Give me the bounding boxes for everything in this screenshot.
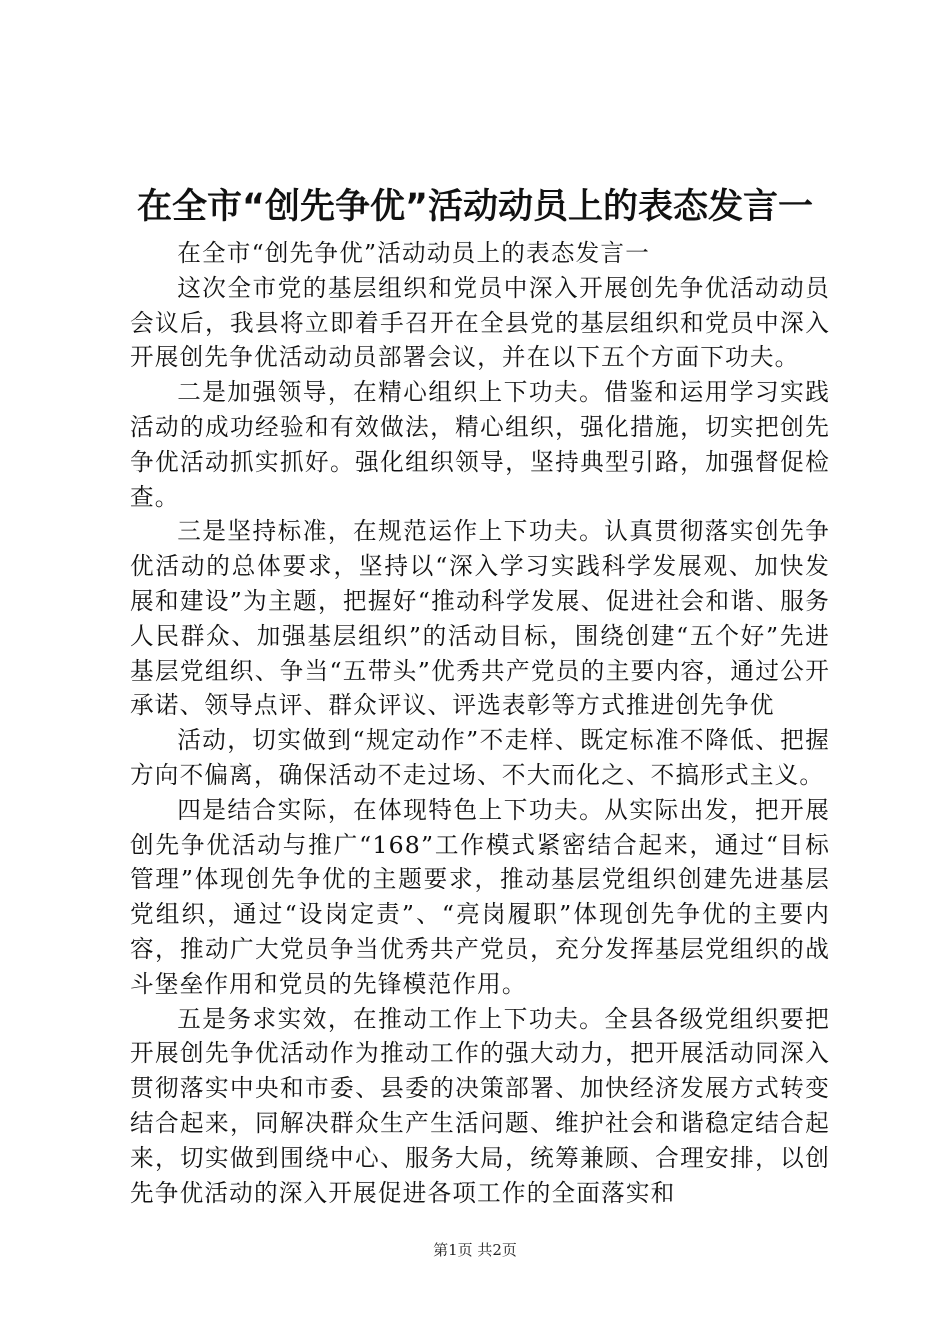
document-body: [130, 236, 830, 1210]
page-indicator: 第1页 共2页: [433, 1241, 517, 1259]
paragraph: 五是务求实效，在推动工作上下功夫。全县各级党组织要把开展创先争优活动作为推动工作的强大动力，把开展活动同深入贯彻落实中央和市委、县委的决策部署、加快经济发展方式转变结合起来，同解决群众生产生活问题、维护社会和谐稳定结合起来，切实做到围绕中心、服务大局，统筹兼顾、合理安排，以创先争优活动的深入开展促进各项工作的全面落实和: [130, 1004, 830, 1207]
document-title: 在全市“创先争优”活动动员上的表态发言一: [136, 187, 813, 227]
paragraph: 这次全市党的基层组织和党员中深入开展创先争优活动动员会议后，我县将立即着手召开在全县党的基层组织和党员中深入开展创先争优活动动员部署会议，并在以下五个方面下功夫。: [130, 273, 830, 372]
paragraph: 四是结合实际，在体现特色上下功夫。从实际出发，把开展创先争优活动与推广“168”工作模式紧密结合起来，通过“目标管理”体现创先争优的主题要求，推动基层党组织创建先进基层党组织，通过“设岗定责”、“亮岗履职”体现创先争优的主要内容，推动广大党员争当优秀共产党员，充分发挥基层党组织的战斗堡垒作用和党员的先锋模范作用。: [130, 795, 830, 998]
paragraph: 二是加强领导，在精心组织上下功夫。借鉴和运用学习实践活动的成功经验和有效做法，精心组织，强化措施，切实把创先争优活动抓实抓好。强化组织领导，坚持典型引路，加强督促检查。: [130, 378, 830, 511]
paragraph: 在全市“创先争优”活动动员上的表态发言一: [177, 239, 650, 267]
paragraph: 活动，切实做到“规定动作”不走样、既定标准不降低、把握方向不偏离，确保活动不走过场、不大而化之、不搞形式主义。: [130, 726, 830, 789]
paragraph: 三是坚持标准，在规范运作上下功夫。认真贯彻落实创先争优活动的总体要求，坚持以“深入学习实践科学发展观、加快发展和建设”为主题，把握好“推动科学发展、促进社会和谐、服务人民群众、加强基层组织”的活动目标，围绕创建“五个好”先进基层党组织、争当“五带头”优秀共产党员的主要内容，通过公开承诺、领导点评、群众评议、评选表彰等方式推进创先争优: [130, 517, 830, 720]
page-footer: [0, 1240, 950, 1260]
